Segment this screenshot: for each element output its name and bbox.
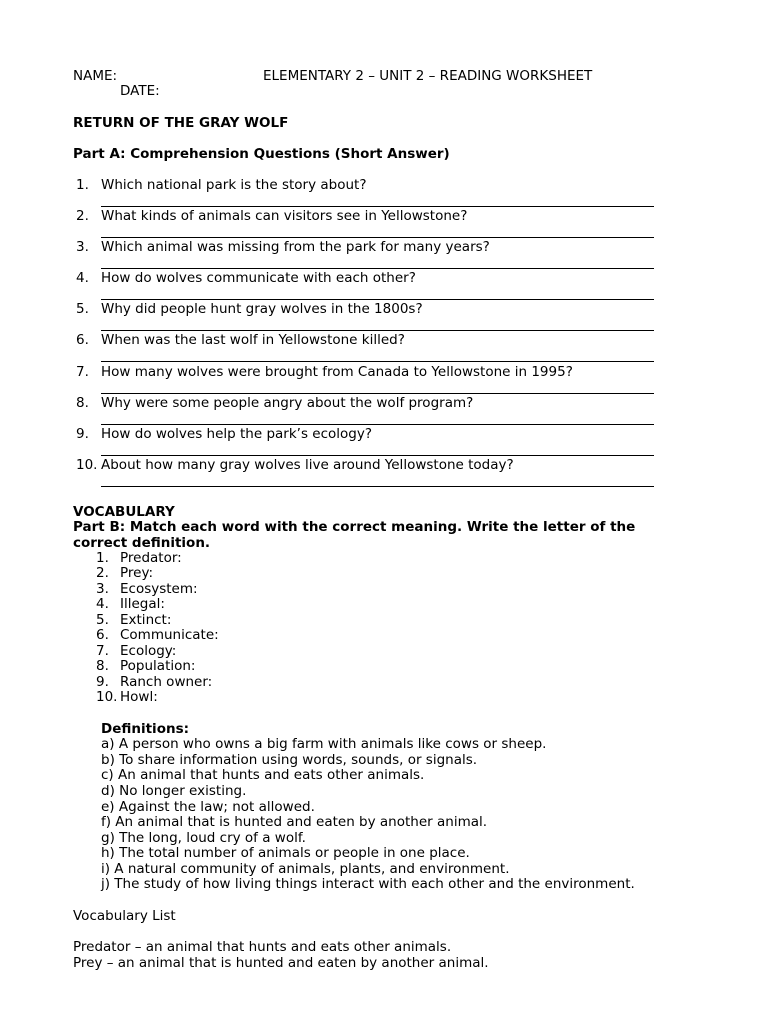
vocabulary-word: Howl: [120,689,158,705]
definition-item: h) The total number of animals or people in one place. [101,845,470,861]
name-label: NAME: [73,68,118,84]
question-number: 1. [76,177,89,193]
question-text: How many wolves were brought from Canada to Yellowstone in 1995? [101,364,573,380]
definitions-heading: Definitions: [101,721,190,737]
part-a-heading: Part A: Comprehension Questions (Short Answer) [73,146,450,162]
word-number: 8. [96,658,109,674]
definition-item: a) A person who owns a big farm with animals like cows or sheep. [101,736,547,752]
definition-item: d) No longer existing. [101,783,247,799]
question-text: Why were some people angry about the wolf program? [101,395,474,411]
vocabulary-word: Communicate: [120,627,219,643]
worksheet-title: ELEMENTARY 2 – UNIT 2 – READING WORKSHEET [263,68,593,84]
question-text: How do wolves help the park’s ecology? [101,426,373,442]
definition-item: j) The study of how living things interact with each other and the environment. [101,876,635,892]
word-number: 1. [96,550,109,566]
vocabulary-word: Prey: [120,565,154,581]
question-number: 5. [76,301,89,317]
answer-line[interactable] [101,393,654,394]
story-title: RETURN OF THE GRAY WOLF [73,115,289,131]
question-number: 9. [76,426,89,442]
question-number: 3. [76,239,89,255]
vocabulary-word: Ranch owner: [120,674,213,690]
part-b-heading: Part B: Match each word with the correct meaning. Write the letter of the [73,519,636,535]
definition-item: e) Against the law; not allowed. [101,799,315,815]
question-text: Why did people hunt gray wolves in the 1800s? [101,301,423,317]
question-number: 8. [76,395,89,411]
question-text: When was the last wolf in Yellowstone killed? [101,332,405,348]
part-b-heading-continued: correct definition. [73,535,211,551]
question-number: 4. [76,270,89,286]
date-label: DATE: [120,83,160,99]
answer-line[interactable] [101,361,654,362]
word-number: 5. [96,612,109,628]
definition-item: i) A natural community of animals, plants, and environment. [101,861,510,877]
answer-line[interactable] [101,424,654,425]
vocabulary-word: Extinct: [120,612,172,628]
word-number: 2. [96,565,109,581]
answer-line[interactable] [101,299,654,300]
answer-line[interactable] [101,268,654,269]
question-text: What kinds of animals can visitors see in Yellowstone? [101,208,468,224]
vocabulary-word: Ecosystem: [120,581,198,597]
vocabulary-heading: VOCABULARY [73,504,175,520]
word-number: 6. [96,627,109,643]
answer-line[interactable] [101,206,654,207]
question-number: 6. [76,332,89,348]
definition-item: c) An animal that hunts and eats other animals. [101,767,425,783]
question-text: About how many gray wolves live around Yellowstone today? [101,457,514,473]
word-number: 3. [96,581,109,597]
question-number: 7. [76,364,89,380]
word-number: 10. [96,689,118,705]
word-number: 7. [96,643,109,659]
answer-line[interactable] [101,237,654,238]
question-number: 10. [76,457,98,473]
definition-item: g) The long, loud cry of a wolf. [101,830,306,846]
vocabulary-word: Ecology: [120,643,177,659]
question-number: 2. [76,208,89,224]
vocabulary-word: Predator: [120,550,182,566]
answer-line[interactable] [101,486,654,487]
question-text: Which national park is the story about? [101,177,367,193]
vocabulary-word: Illegal: [120,596,165,612]
definition-item: b) To share information using words, sounds, or signals. [101,752,478,768]
answer-line[interactable] [101,330,654,331]
vocabulary-word: Population: [120,658,196,674]
question-text: How do wolves communicate with each other? [101,270,416,286]
word-number: 9. [96,674,109,690]
definition-item: f) An animal that is hunted and eaten by another animal. [101,814,488,830]
word-number: 4. [96,596,109,612]
vocabulary-list-entry: Prey – an animal that is hunted and eaten by another animal. [73,955,489,971]
answer-line[interactable] [101,455,654,456]
question-text: Which animal was missing from the park for many years? [101,239,490,255]
vocabulary-list-entry: Predator – an animal that hunts and eats other animals. [73,939,452,955]
vocabulary-list-heading: Vocabulary List [73,908,176,924]
